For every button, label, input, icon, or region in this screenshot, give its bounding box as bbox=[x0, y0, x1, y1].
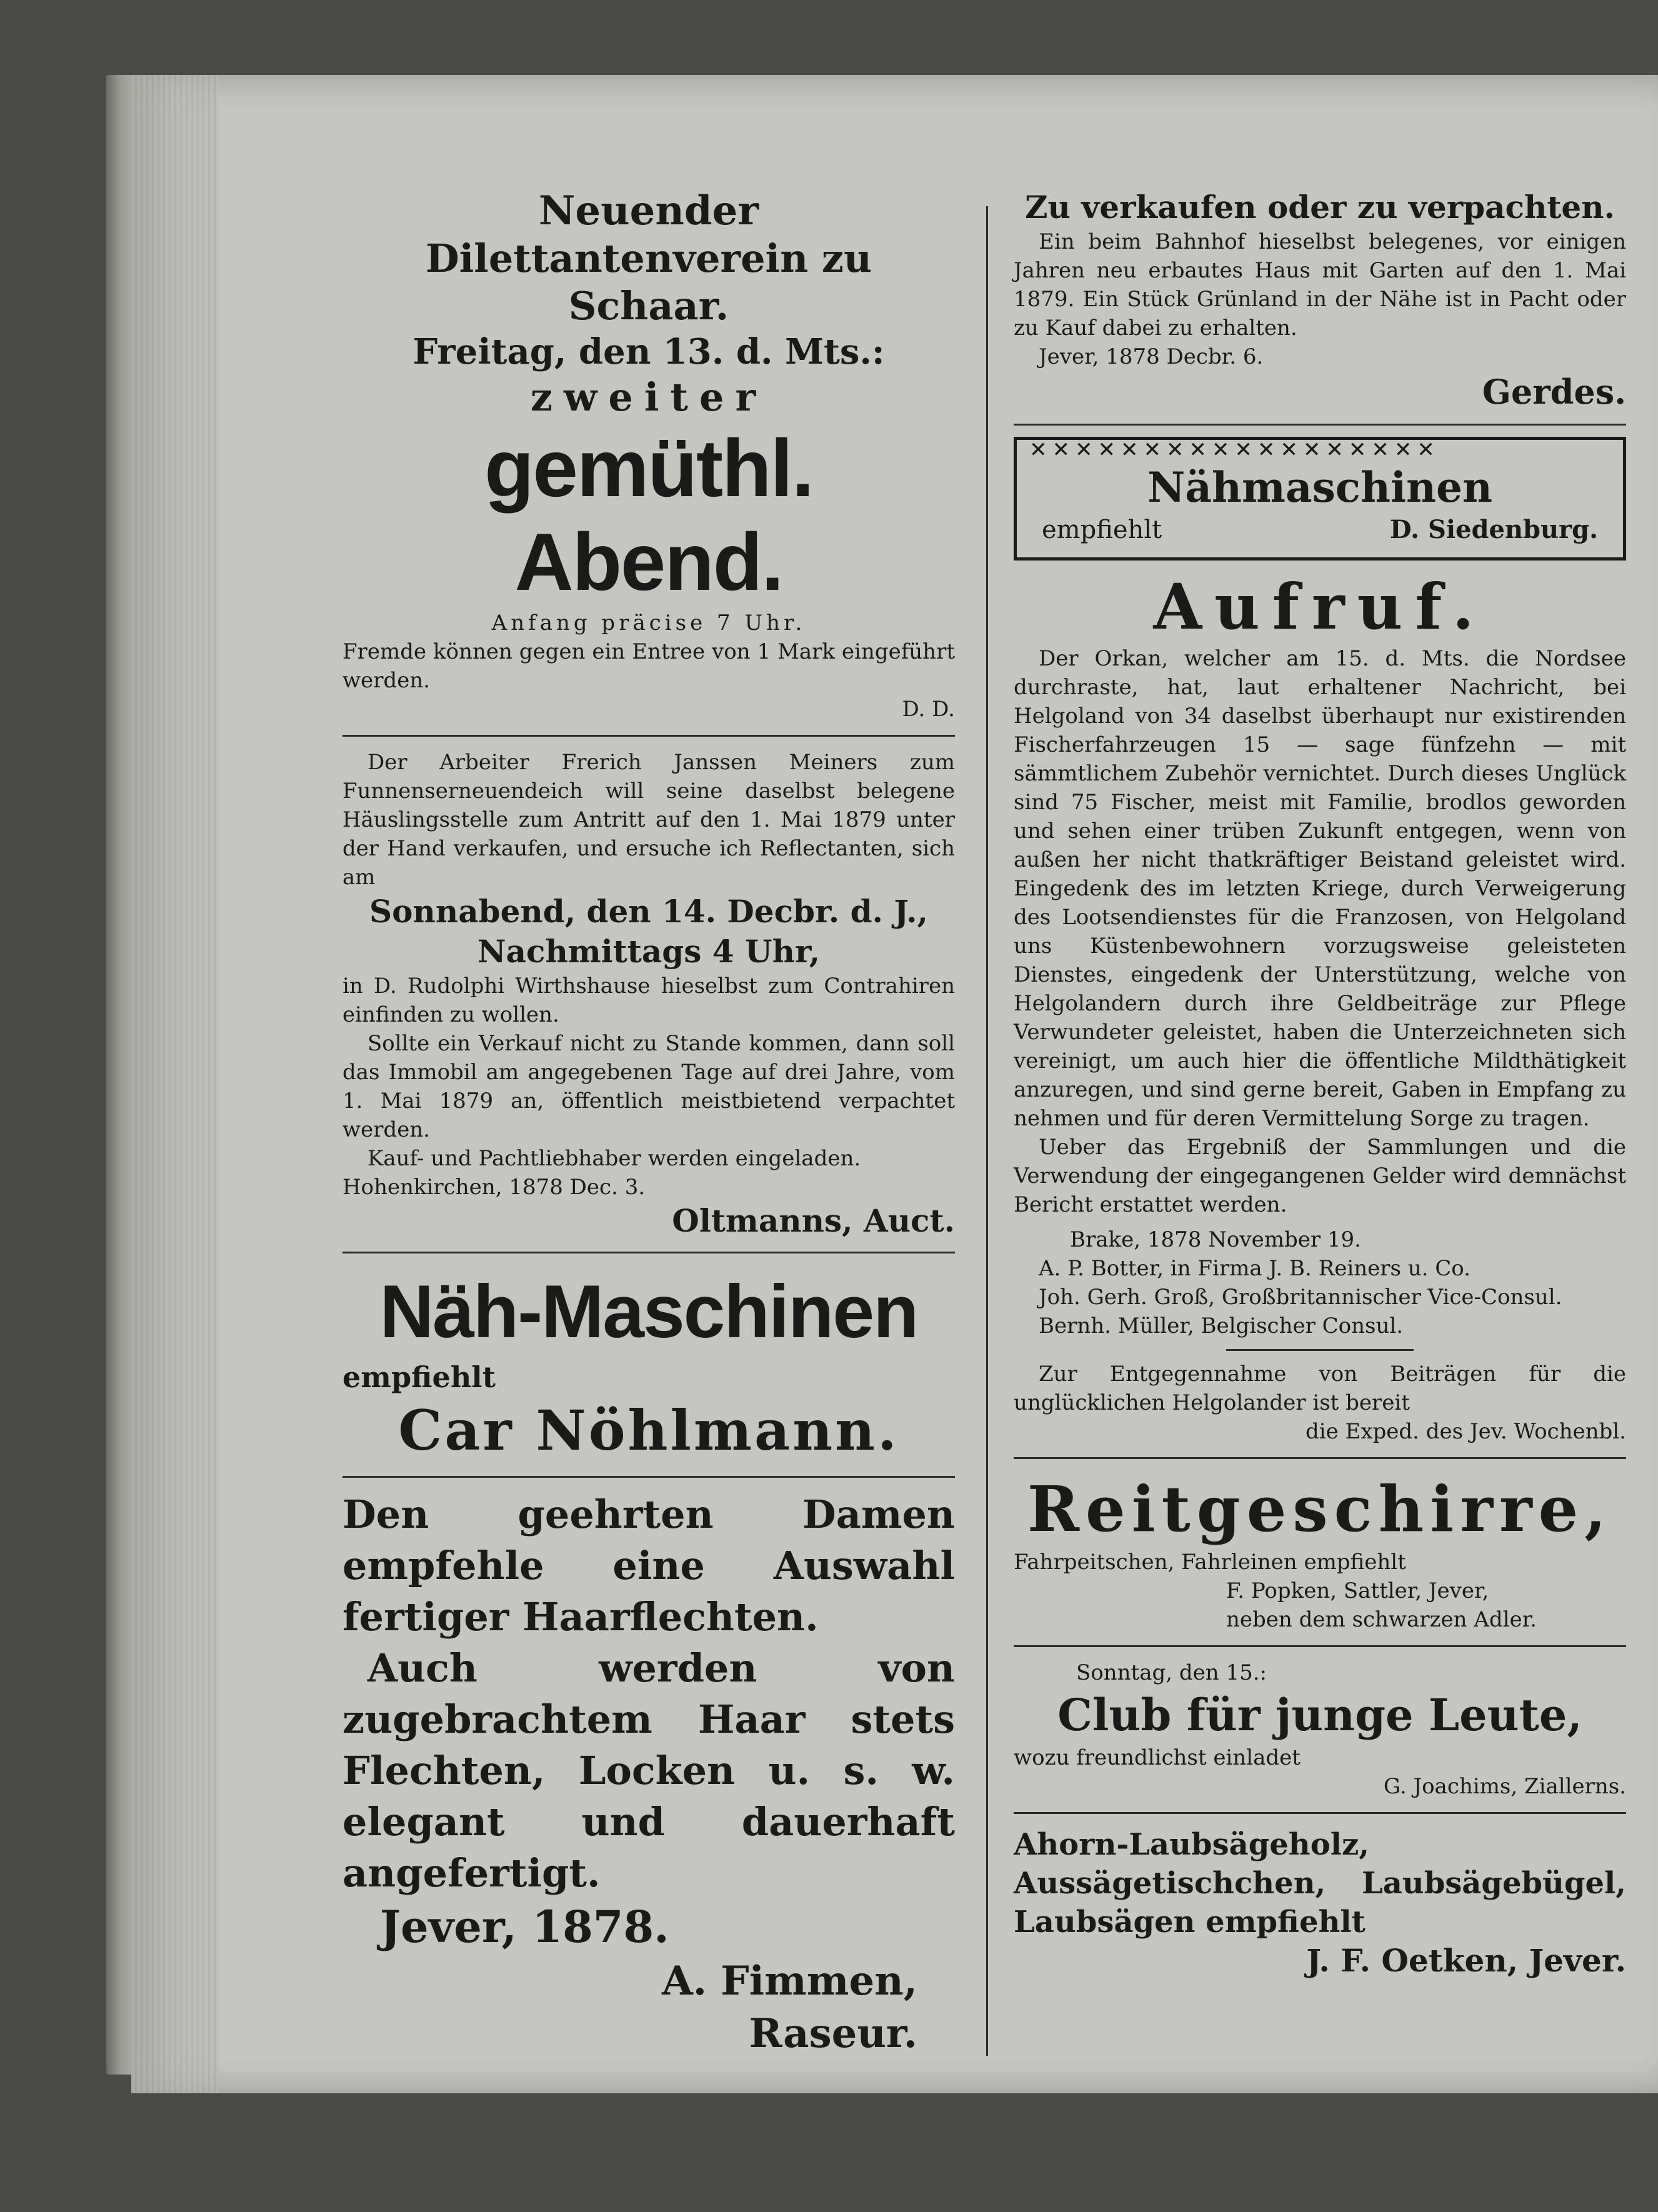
ad-text: Ahorn-Laubsägeholz, Aussägetischchen, Laubsägebügel, Laubsägen empfiehlt bbox=[1014, 1827, 1626, 1940]
ad-heading: Car Nöhlmann. bbox=[398, 1398, 899, 1463]
short-divider bbox=[1226, 1349, 1414, 1351]
column-divider bbox=[986, 206, 988, 2056]
ad-signature: die Exped. des Jev. Wochenbl. bbox=[1305, 1419, 1626, 1444]
divider bbox=[1014, 1812, 1626, 1814]
ad-signature: Raseur. bbox=[749, 2010, 917, 2057]
ad-place-date: Jever, 1878. bbox=[380, 1901, 669, 1953]
ad-naeh-maschinen bbox=[342, 1265, 955, 1465]
ad-title: Näh-Maschinen bbox=[379, 1270, 918, 1353]
ad-title: Reitgeschirre, bbox=[1027, 1472, 1613, 1546]
ad-heading: Dilettantenverein zu Schaar. bbox=[425, 236, 872, 329]
ad-signature: D. D. bbox=[902, 697, 955, 722]
ad-aufruf bbox=[1014, 569, 1626, 1446]
divider bbox=[1014, 424, 1626, 426]
ad-title: gemüthl. Abend. bbox=[484, 422, 813, 607]
ad-signature: Gerdes. bbox=[1482, 372, 1626, 412]
ad-line: zweiter bbox=[530, 374, 767, 420]
ad-place-date: Jever, 1878 Decbr. 6. bbox=[1039, 344, 1264, 369]
ad-signature: J. F. Oetken, Jever. bbox=[1306, 1942, 1626, 1979]
ad-title: Zu verkaufen oder zu verpachten. bbox=[1025, 189, 1615, 226]
ad-signature: A. Fimmen, bbox=[662, 1958, 917, 2005]
ad-text: Den geehrten Damen empfehle eine Auswahl fertiger Haarflechten. bbox=[342, 1492, 955, 1640]
ad-text: Fremde können gegen ein Entree von 1 Mark eingeführt werden. bbox=[342, 639, 955, 693]
ad-text: Der Arbeiter Frerich Janssen Meiners zum Funnenserneuendeich will seine daselbst belegene Häuslingsstelle zum Antritt auf den 1. Mai 1879 unter der Hand verkaufen, und ersuche ich Reflectanten, sich am bbox=[342, 750, 955, 890]
ad-line: Anfang präcise 7 Uhr. bbox=[491, 610, 806, 635]
ad-club bbox=[1014, 1658, 1626, 1801]
ad-signatory: A. P. Botter, in Firma J. B. Reiners u. Co. bbox=[1039, 1256, 1471, 1281]
ad-text: Zur Entgegennahme von Beiträgen für die unglücklichen Helgolander ist bereit bbox=[1014, 1362, 1626, 1415]
ad-haeuslingsstelle bbox=[342, 748, 955, 1240]
ad-time: Nachmittags 4 Uhr, bbox=[477, 933, 821, 970]
ad-text: Ueber das Ergebniß der Sammlungen und die Verwendung der eingegangenen Gelder wird demnächst Bericht erstattet werden. bbox=[1014, 1135, 1626, 1217]
right-column bbox=[1014, 187, 1626, 1980]
divider bbox=[342, 1252, 955, 1253]
ad-date: Sonnabend, den 14. Decbr. d. J., bbox=[369, 893, 928, 930]
ad-line: Fahrpeitschen, Fahrleinen empfiehlt bbox=[1014, 1550, 1406, 1575]
ad-haarflechten bbox=[342, 1489, 955, 2060]
ad-place-date: Hohenkirchen, 1878 Dec. 3. bbox=[342, 1175, 646, 1200]
ad-zu-verkaufen bbox=[1014, 187, 1626, 412]
ad-place-date: Brake, 1878 November 19. bbox=[1070, 1227, 1361, 1252]
ad-title: Aufruf. bbox=[1153, 570, 1487, 644]
ad-text: Auch werden von zugebrachtem Haar stets Flechten, Locken u. s. w. elegant und dauerhaft angefertigt. bbox=[342, 1645, 955, 1896]
ad-dilettantenverein bbox=[342, 187, 955, 724]
left-column bbox=[342, 187, 955, 2060]
ad-laubsaege bbox=[1014, 1825, 1626, 1980]
ad-signature: neben dem schwarzen Adler. bbox=[1226, 1607, 1537, 1632]
ad-signatory: Joh. Gerh. Groß, Großbritannischer Vice-Consul. bbox=[1039, 1285, 1562, 1310]
ad-text: in D. Rudolphi Wirthshause hieselbst zum Contrahiren einfinden zu wollen. bbox=[342, 974, 955, 1027]
ad-line: Sonntag, den 15.: bbox=[1076, 1660, 1267, 1685]
page-edges bbox=[131, 75, 219, 2093]
ad-line: Neuender bbox=[538, 187, 759, 234]
ad-text: Kauf- und Pachtliebhaber werden eingeladen. bbox=[367, 1146, 861, 1171]
divider bbox=[1014, 1457, 1626, 1459]
ad-signature: G. Joachims, Ziallerns. bbox=[1383, 1774, 1626, 1799]
ad-signature: D. Siedenburg. bbox=[1389, 515, 1598, 544]
ad-line: empfiehlt bbox=[342, 1360, 496, 1394]
ad-signature: Oltmanns, Auct. bbox=[672, 1202, 955, 1239]
divider bbox=[342, 1476, 955, 1478]
ad-text: Sollte ein Verkauf nicht zu Stande kommen, dann soll das Immobil am angegebenen Tage auf drei Jahre, vom 1. Mai 1879 an, öffentlich meistbietend verpachtet werden. bbox=[342, 1031, 955, 1142]
ad-title: ✕✕✕✕✕✕✕✕✕✕✕✕✕✕✕✕✕✕ Nähmaschinen bbox=[1147, 463, 1493, 512]
ad-text: Ein beim Bahnhof hieselbst belegenes, vor einigen Jahren neu erbautes Haus mit Garten auf den 1. Mai 1879. Ein Stück Grünland in der Nähe ist in Pacht oder zu Kauf dabei zu erhalten. bbox=[1014, 229, 1626, 341]
ad-line: empfiehlt bbox=[1042, 516, 1162, 544]
ad-reitgeschirre bbox=[1014, 1470, 1626, 1634]
divider bbox=[342, 735, 955, 737]
ad-signatory: Bernh. Müller, Belgischer Consul. bbox=[1039, 1313, 1404, 1338]
ad-title: Club für junge Leute, bbox=[1057, 1689, 1582, 1741]
ad-line: Freitag, den 13. d. Mts.: bbox=[412, 331, 885, 372]
ad-naehmaschinen-siedenburg bbox=[1014, 437, 1626, 560]
ad-line: wozu freundlichst einladet bbox=[1014, 1745, 1301, 1770]
ad-signature: F. Popken, Sattler, Jever, bbox=[1226, 1578, 1489, 1603]
divider bbox=[1014, 1645, 1626, 1647]
ad-text: Der Orkan, welcher am 15. d. Mts. die Nordsee durchraste, hat, laut erhaltener Nachricht, bei Helgoland von 34 daselbst überhaupt nur existirenden Fischerfahrzeugen 15 — sage fünfzehn — mit sämmtlichem Zubehör vernichtet. Durch dieses Unglück sind 75 Fischer, meist mit Familie, brodlos geworden und sehen einer trüben Zukunft entgegen, wenn von außen her nicht thatkräftiger Beistand geleistet wird. Eingedenk des im letzten Kriege, durch Verweigerung des Lootsendienstes für die Franzosen, von Helgoland uns Küstenbewohnern vorzugsweise geleisteten Dienstes, eingedenk der Unterstützung, welche von Helgolandern durch ihre Geldbeiträge zur Pflege Verwundeter geleistet, haben die Unterzeichneten sich vereinigt, um auch hier die öffentliche Mildthätigkeit anzuregen, und sind gerne bereit, Gaben in Empfang zu nehmen und für deren Vermittelung Sorge zu tragen. bbox=[1014, 646, 1626, 1131]
